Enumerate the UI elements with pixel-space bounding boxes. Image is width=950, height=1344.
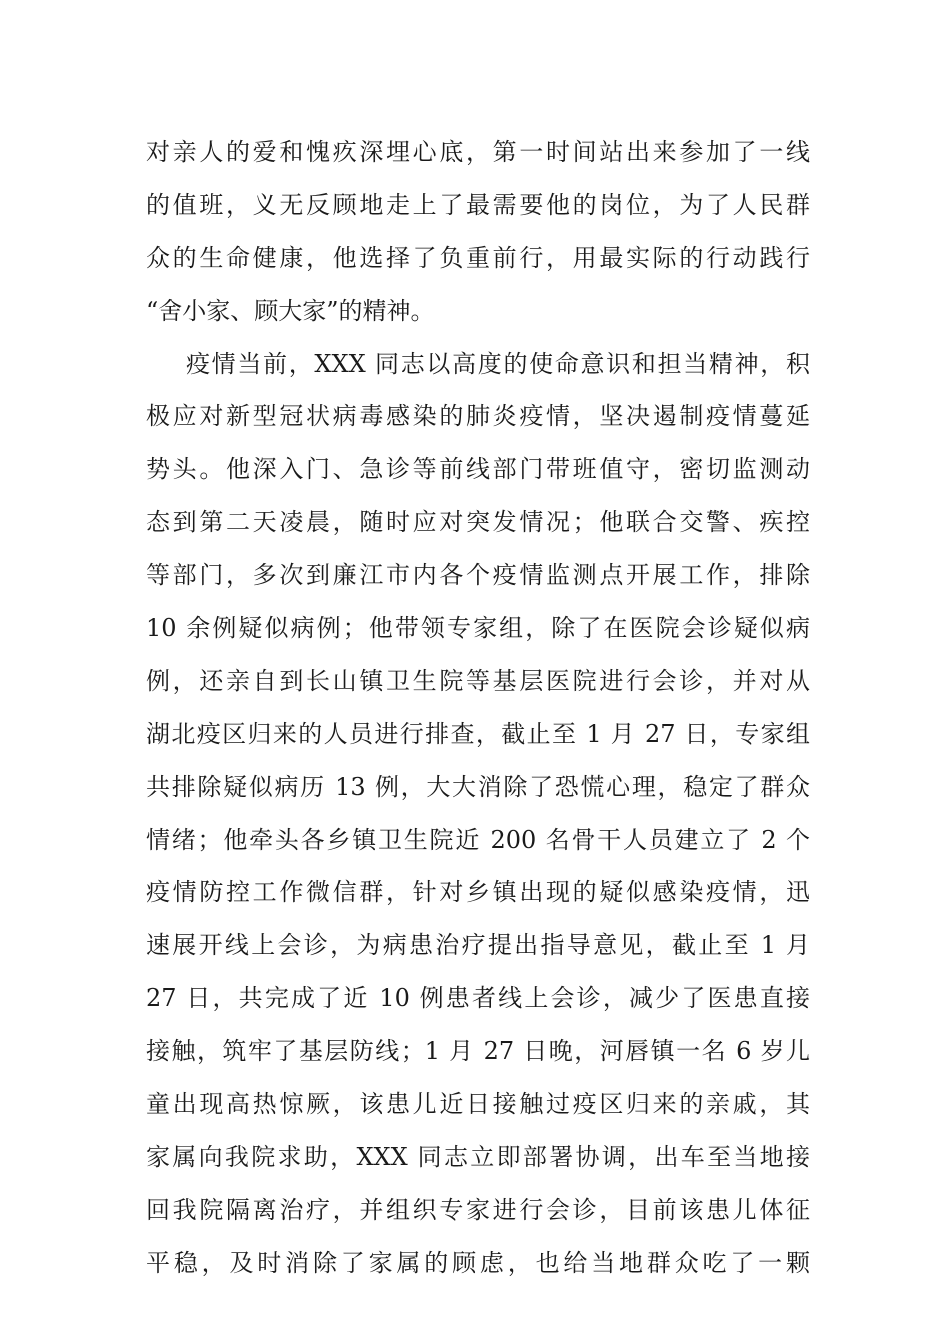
text-line: 共排除疑似病历 13 例，大大消除了恐慌心理，稳定了群众	[146, 772, 810, 801]
text-line: 众的生命健康，他选择了负重前行，用最实际的行动践行	[146, 243, 810, 272]
text-line: 极应对新型冠状病毒感染的肺炎疫情，坚决遏制疫情蔓延	[146, 402, 810, 431]
text-line: 的值班，义无反顾地走上了最需要他的岗位，为了人民群	[146, 190, 810, 219]
text-line: 家属向我院求助，XXX 同志立即部署协调，出车至当地接	[146, 1142, 810, 1171]
text-line: 情绪；他牵头各乡镇卫生院近 200 名骨干人员建立了 2 个	[146, 825, 810, 854]
text-line: 童出现高热惊厥，该患儿近日接触过疫区归来的亲戚，其	[146, 1090, 810, 1119]
text-line: 接触，筑牢了基层防线；1 月 27 日晚，河唇镇一名 6 岁儿	[146, 1037, 810, 1066]
text-line: “舍小家、顾大家”的精神。	[146, 296, 435, 325]
text-line: 势头。他深入门、急诊等前线部门带班值守，密切监测动	[146, 455, 810, 484]
text-line: 等部门，多次到廉江市内各个疫情监测点开展工作，排除	[146, 561, 810, 590]
text-line: 对亲人的爱和愧疚深埋心底，第一时间站出来参加了一线	[146, 138, 810, 166]
text-line: 疫情当前，XXX 同志以高度的使命意识和担当精神，积	[186, 349, 810, 378]
text-line: 例，还亲自到长山镇卫生院等基层医院进行会诊，并对从	[146, 666, 810, 695]
text-line: 态到第二天凌晨，随时应对突发情况；他联合交警、疾控	[146, 508, 810, 537]
text-line: 10 余例疑似病例；他带领专家组，除了在医院会诊疑似病	[146, 614, 810, 643]
text-line: 回我院隔离治疗，并组织专家进行会诊，目前该患儿体征	[146, 1195, 810, 1224]
body-text	[146, 126, 810, 1290]
text-line: 平稳，及时消除了家属的顾虑，也给当地群众吃了一颗	[146, 1248, 810, 1277]
text-line: 湖北疫区归来的人员进行排查，截止至 1 月 27 日，专家组	[146, 719, 810, 748]
text-line: 疫情防控工作微信群，针对乡镇出现的疑似感染疫情，迅	[146, 878, 810, 907]
text-line: 速展开线上会诊，为病患治疗提出指导意见，截止至 1 月	[146, 931, 810, 960]
text-line: 27 日，共完成了近 10 例患者线上会诊，减少了医患直接	[146, 984, 810, 1013]
